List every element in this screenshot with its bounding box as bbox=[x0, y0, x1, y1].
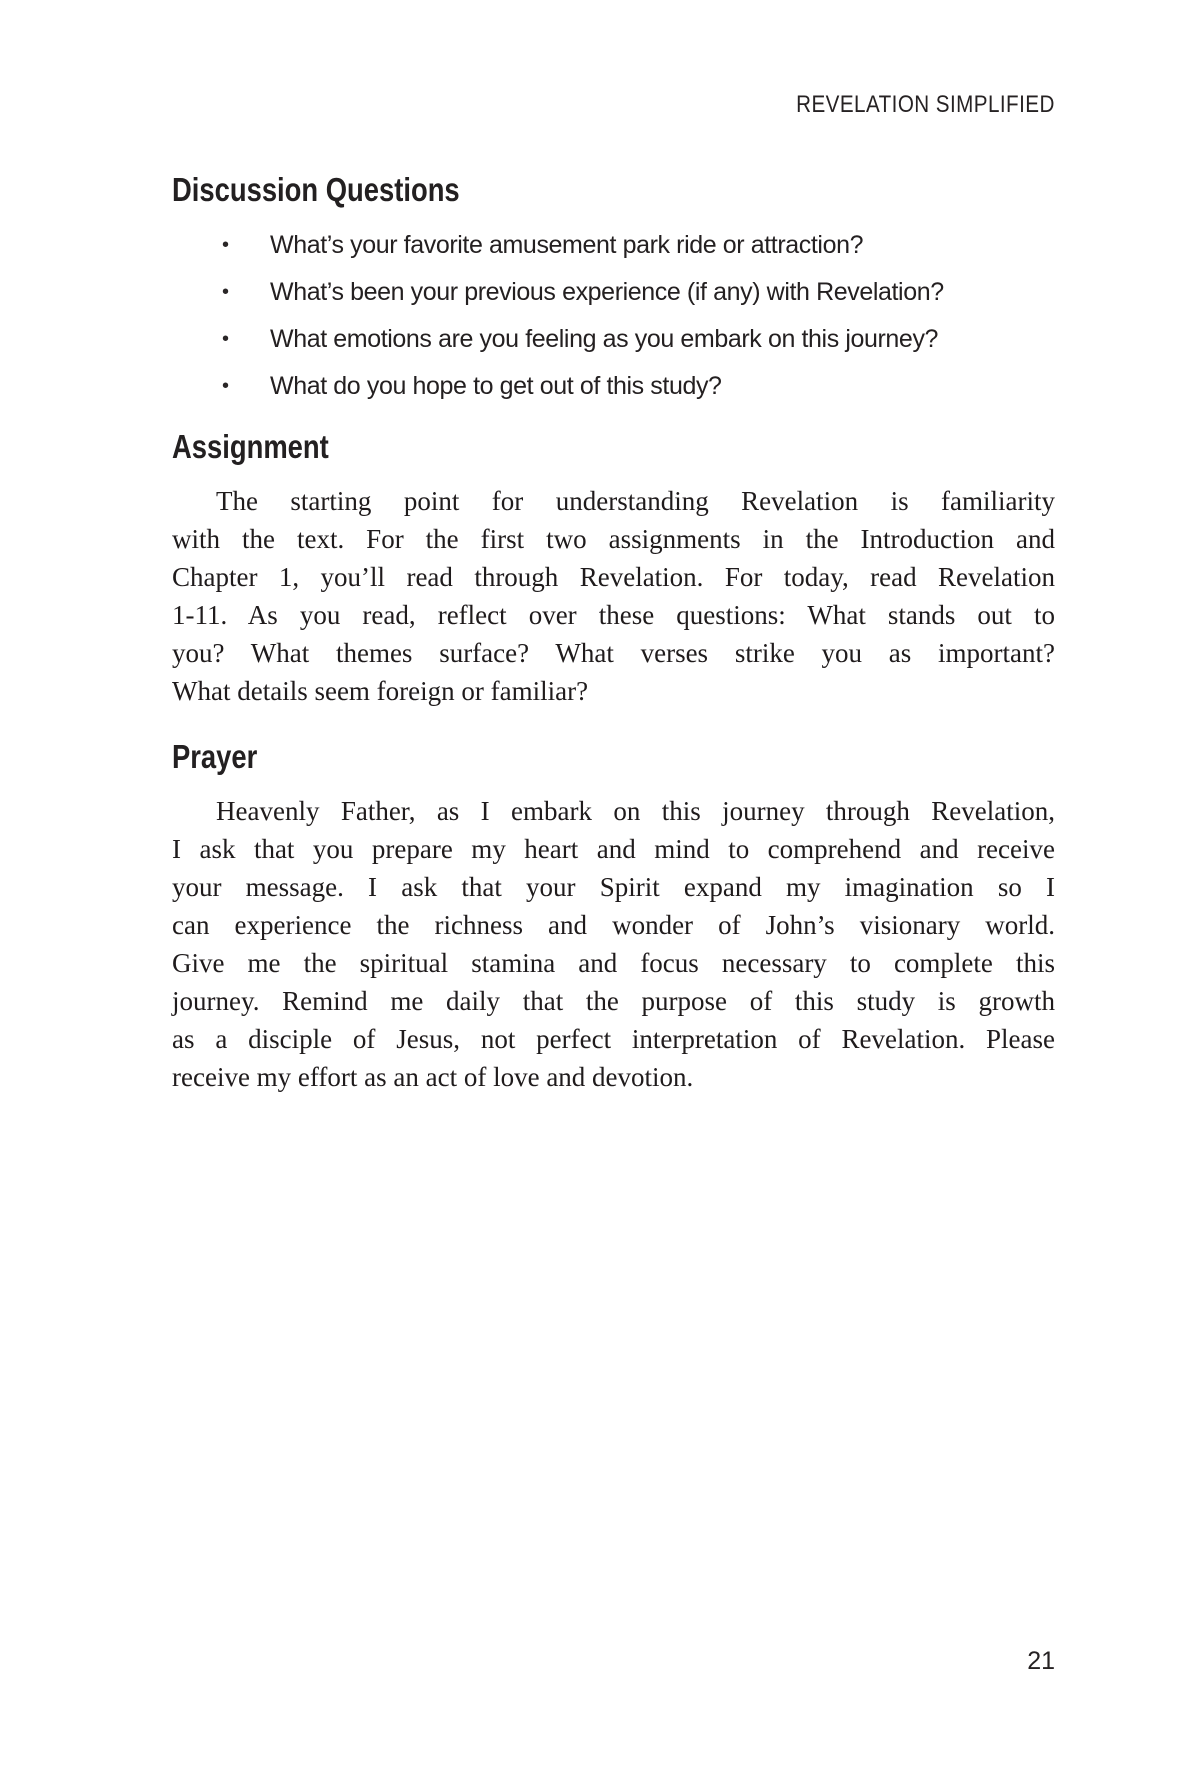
assignment-paragraph bbox=[172, 482, 1055, 710]
running-header bbox=[172, 90, 1055, 120]
running-header-text: REVELATION SIMPLIFIED bbox=[796, 91, 1055, 118]
prayer-paragraph bbox=[172, 792, 1055, 1096]
paragraph-line: your message. I ask that your Spirit expand my imagination so I bbox=[172, 872, 1055, 902]
bullet-icon: • bbox=[222, 234, 230, 256]
paragraph-line: The starting point for understanding Revelation is familiarity bbox=[216, 486, 1055, 516]
discussion-question-text: What do you hope to get out of this study? bbox=[270, 372, 722, 400]
section-heading-prayer bbox=[172, 737, 275, 777]
section-heading-text: Assignment bbox=[172, 428, 329, 465]
bullet-icon: • bbox=[222, 328, 230, 350]
list-item bbox=[172, 316, 1055, 363]
section-heading-text: Prayer bbox=[172, 738, 258, 775]
paragraph-line: Heavenly Father, as I embark on this journey through Revelation, bbox=[216, 796, 1055, 826]
paragraph-line: Give me the spiritual stamina and focus necessary to complete this bbox=[172, 948, 1055, 978]
section-heading-text: Discussion Questions bbox=[172, 171, 460, 208]
bullet-icon: • bbox=[222, 281, 230, 303]
discussion-questions-list bbox=[172, 222, 1055, 410]
paragraph-line: you? What themes surface? What verses strike you as important? bbox=[172, 638, 1055, 668]
paragraph-line: 1-11. As you read, reflect over these questions: What stands out to bbox=[172, 600, 1055, 630]
bullet-icon: • bbox=[222, 375, 230, 397]
list-item bbox=[172, 269, 1055, 316]
paragraph-line: What details seem foreign or familiar? bbox=[172, 676, 589, 706]
paragraph-line: receive my effort as an act of love and devotion. bbox=[172, 1062, 694, 1092]
paragraph-line: I ask that you prepare my heart and mind to comprehend and receive bbox=[172, 834, 1055, 864]
section-heading-discussion-questions bbox=[172, 170, 519, 210]
paragraph-line: with the text. For the first two assignments in the Introduction and bbox=[172, 524, 1055, 554]
discussion-question-text: What emotions are you feeling as you embark on this journey? bbox=[270, 325, 939, 353]
paragraph-line: as a disciple of Jesus, not perfect interpretation of Revelation. Please bbox=[172, 1024, 1055, 1054]
list-item bbox=[172, 222, 1055, 269]
paragraph-line: can experience the richness and wonder of John’s visionary world. bbox=[172, 910, 1055, 940]
page-number: 21 bbox=[1027, 1647, 1055, 1675]
section-heading-assignment bbox=[172, 427, 361, 467]
discussion-question-text: What’s your favorite amusement park ride or attraction? bbox=[270, 231, 864, 259]
discussion-question-text: What’s been your previous experience (if any) with Revelation? bbox=[270, 278, 944, 306]
paragraph-line: journey. Remind me daily that the purpose of this study is growth bbox=[172, 986, 1055, 1016]
paragraph-line: Chapter 1, you’ll read through Revelation. For today, read Revelation bbox=[172, 562, 1055, 592]
list-item bbox=[172, 363, 1055, 410]
